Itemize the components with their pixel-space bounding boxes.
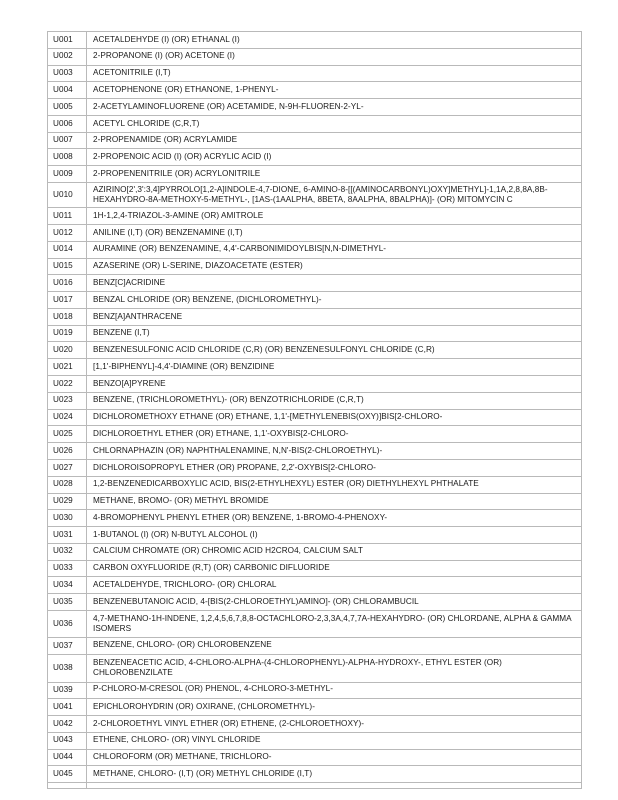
waste-code: U017 — [48, 292, 87, 309]
waste-code: U043 — [48, 732, 87, 749]
chemical-name: BENZAL CHLORIDE (OR) BENZENE, (DICHLOROMETHYL)- — [87, 292, 582, 309]
table-row — [48, 392, 582, 409]
chemical-name: BENZO[A]PYRENE — [87, 376, 582, 393]
chemical-name: P-CHLORO-M-CRESOL (OR) PHENOL, 4-CHLORO-3-METHYL- — [87, 682, 582, 699]
waste-code: U004 — [48, 82, 87, 99]
waste-code: U010 — [48, 183, 87, 208]
table-row — [48, 359, 582, 376]
chemical-name: 1,2-BENZENEDICARBOXYLIC ACID, BIS(2-ETHYLHEXYL) ESTER (OR) DIETHYLHEXYL PHTHALATE — [87, 476, 582, 493]
table-row — [48, 48, 582, 65]
waste-code: U035 — [48, 594, 87, 611]
waste-code: U021 — [48, 359, 87, 376]
waste-code: U015 — [48, 258, 87, 275]
waste-code: U016 — [48, 275, 87, 292]
table-row — [48, 426, 582, 443]
waste-code: U030 — [48, 510, 87, 527]
table-row — [48, 65, 582, 82]
table-row — [48, 577, 582, 594]
waste-code: U008 — [48, 149, 87, 166]
waste-code: U007 — [48, 132, 87, 149]
table-row — [48, 275, 582, 292]
waste-code: U020 — [48, 342, 87, 359]
table-row — [48, 409, 582, 426]
table-row — [48, 208, 582, 225]
waste-code: U031 — [48, 527, 87, 544]
table-row — [48, 225, 582, 242]
table-row — [48, 732, 582, 749]
table-row — [48, 258, 582, 275]
chemical-name: 4,7-METHANO-1H-INDENE, 1,2,4,5,6,7,8,8-OCTACHLORO-2,3,3A,4,7,7A-HEXAHYDRO- (OR) CHLORDANE, ALPHA & GAMMA ISOMERS — [87, 610, 582, 637]
waste-code — [48, 783, 87, 789]
waste-code: U039 — [48, 682, 87, 699]
table-row — [48, 32, 582, 49]
table-row — [48, 342, 582, 359]
chemical-name: CHLORNAPHAZIN (OR) NAPHTHALENAMINE, N,N'-BIS(2-CHLOROETHYL)- — [87, 443, 582, 460]
chemical-name: 2-PROPENAMIDE (OR) ACRYLAMIDE — [87, 132, 582, 149]
chemical-name: [1,1'-BIPHENYL]-4,4'-DIAMINE (OR) BENZIDINE — [87, 359, 582, 376]
waste-code: U044 — [48, 749, 87, 766]
table-row — [48, 99, 582, 116]
waste-code: U006 — [48, 115, 87, 132]
waste-code: U002 — [48, 48, 87, 65]
waste-code: U018 — [48, 308, 87, 325]
waste-code: U012 — [48, 225, 87, 242]
chemical-name: 2-ACETYLAMINOFLUORENE (OR) ACETAMIDE, N-9H-FLUOREN-2-YL- — [87, 99, 582, 116]
table-row — [48, 510, 582, 527]
table-row — [48, 699, 582, 716]
chemical-name: AURAMINE (OR) BENZENAMINE, 4,4'-CARBONIMIDOYLBIS[N,N-DIMETHYL- — [87, 241, 582, 258]
chemical-name: 1-BUTANOL (I) (OR) N-BUTYL ALCOHOL (I) — [87, 527, 582, 544]
waste-code: U024 — [48, 409, 87, 426]
table-row — [48, 749, 582, 766]
waste-code: U027 — [48, 459, 87, 476]
chemical-name: AZASERINE (OR) L-SERINE, DIAZOACETATE (ESTER) — [87, 258, 582, 275]
table-row — [48, 476, 582, 493]
table-row — [48, 493, 582, 510]
table-row — [48, 376, 582, 393]
chemical-name: BENZ[A]ANTHRACENE — [87, 308, 582, 325]
waste-code: U025 — [48, 426, 87, 443]
waste-code: U022 — [48, 376, 87, 393]
waste-code: U011 — [48, 208, 87, 225]
chemical-name: ACETOPHENONE (OR) ETHANONE, 1-PHENYL- — [87, 82, 582, 99]
chemical-name: 1H-1,2,4-TRIAZOL-3-AMINE (OR) AMITROLE — [87, 208, 582, 225]
chemical-name: ETHENE, CHLORO- (OR) VINYL CHLORIDE — [87, 732, 582, 749]
chemical-name: 4-BROMOPHENYL PHENYL ETHER (OR) BENZENE, 1-BROMO-4-PHENOXY- — [87, 510, 582, 527]
table-row — [48, 459, 582, 476]
table-row — [48, 682, 582, 699]
table-row — [48, 638, 582, 655]
chemical-name: BENZENESULFONIC ACID CHLORIDE (C,R) (OR) BENZENESULFONYL CHLORIDE (C,R) — [87, 342, 582, 359]
table-row — [48, 82, 582, 99]
chemical-name: METHANE, CHLORO- (I,T) (OR) METHYL CHLORIDE (I,T) — [87, 766, 582, 783]
chemical-name: 2-PROPANONE (I) (OR) ACETONE (I) — [87, 48, 582, 65]
table-row — [48, 308, 582, 325]
table-row — [48, 443, 582, 460]
waste-code: U045 — [48, 766, 87, 783]
table-row — [48, 655, 582, 682]
chemical-name: 2-CHLOROETHYL VINYL ETHER (OR) ETHENE, (2-CHLOROETHOXY)- — [87, 716, 582, 733]
table-row — [48, 610, 582, 637]
waste-code: U023 — [48, 392, 87, 409]
chemical-name: ANILINE (I,T) (OR) BENZENAMINE (I,T) — [87, 225, 582, 242]
chemical-name: DICHLOROMETHOXY ETHANE (OR) ETHANE, 1,1'-[METHYLENEBIS(OXY)]BIS[2-CHLORO- — [87, 409, 582, 426]
waste-code-table — [47, 31, 582, 789]
table-row — [48, 115, 582, 132]
waste-code: U014 — [48, 241, 87, 258]
waste-code: U036 — [48, 610, 87, 637]
waste-code: U033 — [48, 560, 87, 577]
chemical-name: METHANE, BROMO- (OR) METHYL BROMIDE — [87, 493, 582, 510]
table-row — [48, 783, 582, 789]
table-row — [48, 716, 582, 733]
chemical-name: BENZENE, (TRICHLOROMETHYL)- (OR) BENZOTRICHLORIDE (C,R,T) — [87, 392, 582, 409]
chemical-name: BENZENE, CHLORO- (OR) CHLOROBENZENE — [87, 638, 582, 655]
table-row — [48, 560, 582, 577]
waste-code: U019 — [48, 325, 87, 342]
table-row — [48, 325, 582, 342]
table-row — [48, 149, 582, 166]
waste-code: U032 — [48, 543, 87, 560]
chemical-name: CHLOROFORM (OR) METHANE, TRICHLORO- — [87, 749, 582, 766]
chemical-name: AZIRINO[2',3':3,4]PYRROLO[1,2-A]INDOLE-4,7-DIONE, 6-AMINO-8-[[(AMINOCARBONYL)OXY]METHYL]-1,1A,2,8,8A,8B-HEXAHYDRO-8A-METHOXY-5-METHYL-, [1AS-(1AALPHA, 8BETA, 8AALPHA, 8BALPHA)]- (OR) MITOMYCIN C — [87, 183, 582, 208]
chemical-name: EPICHLOROHYDRIN (OR) OXIRANE, (CHLOROMETHYL)- — [87, 699, 582, 716]
waste-code: U029 — [48, 493, 87, 510]
table-row — [48, 527, 582, 544]
table-row — [48, 166, 582, 183]
chemical-name: DICHLOROETHYL ETHER (OR) ETHANE, 1,1'-OXYBIS[2-CHLORO- — [87, 426, 582, 443]
table-row — [48, 766, 582, 783]
waste-code: U009 — [48, 166, 87, 183]
chemical-name: 2-PROPENOIC ACID (I) (OR) ACRYLIC ACID (I) — [87, 149, 582, 166]
waste-code: U005 — [48, 99, 87, 116]
chemical-name: BENZ[C]ACRIDINE — [87, 275, 582, 292]
waste-code: U042 — [48, 716, 87, 733]
waste-code: U003 — [48, 65, 87, 82]
table-row — [48, 292, 582, 309]
table-row — [48, 183, 582, 208]
chemical-name: BENZENEBUTANOIC ACID, 4-[BIS(2-CHLOROETHYL)AMINO]- (OR) CHLORAMBUCIL — [87, 594, 582, 611]
table-row — [48, 241, 582, 258]
waste-code: U041 — [48, 699, 87, 716]
waste-code: U037 — [48, 638, 87, 655]
chemical-name: ACETALDEHYDE, TRICHLORO- (OR) CHLORAL — [87, 577, 582, 594]
chemical-name: ACETYL CHLORIDE (C,R,T) — [87, 115, 582, 132]
chemical-name: ACETALDEHYDE (I) (OR) ETHANAL (I) — [87, 32, 582, 49]
waste-code: U026 — [48, 443, 87, 460]
chemical-name: ACETONITRILE (I,T) — [87, 65, 582, 82]
waste-code: U028 — [48, 476, 87, 493]
chemical-name: BENZENE (I,T) — [87, 325, 582, 342]
chemical-name — [87, 783, 582, 789]
chemical-name: DICHLOROISOPROPYL ETHER (OR) PROPANE, 2,2'-OXYBIS[2-CHLORO- — [87, 459, 582, 476]
chemical-name: CARBON OXYFLUORIDE (R,T) (OR) CARBONIC DIFLUORIDE — [87, 560, 582, 577]
chemical-name: CALCIUM CHROMATE (OR) CHROMIC ACID H2CRO4, CALCIUM SALT — [87, 543, 582, 560]
table-row — [48, 543, 582, 560]
waste-code: U038 — [48, 655, 87, 682]
waste-code: U034 — [48, 577, 87, 594]
table-row — [48, 594, 582, 611]
chemical-name: BENZENEACETIC ACID, 4-CHLORO-ALPHA-(4-CHLOROPHENYL)-ALPHA-HYDROXY-, ETHYL ESTER (OR) CHLOROBENZILATE — [87, 655, 582, 682]
waste-code: U001 — [48, 32, 87, 49]
table-row — [48, 132, 582, 149]
chemical-name: 2-PROPENENITRILE (OR) ACRYLONITRILE — [87, 166, 582, 183]
